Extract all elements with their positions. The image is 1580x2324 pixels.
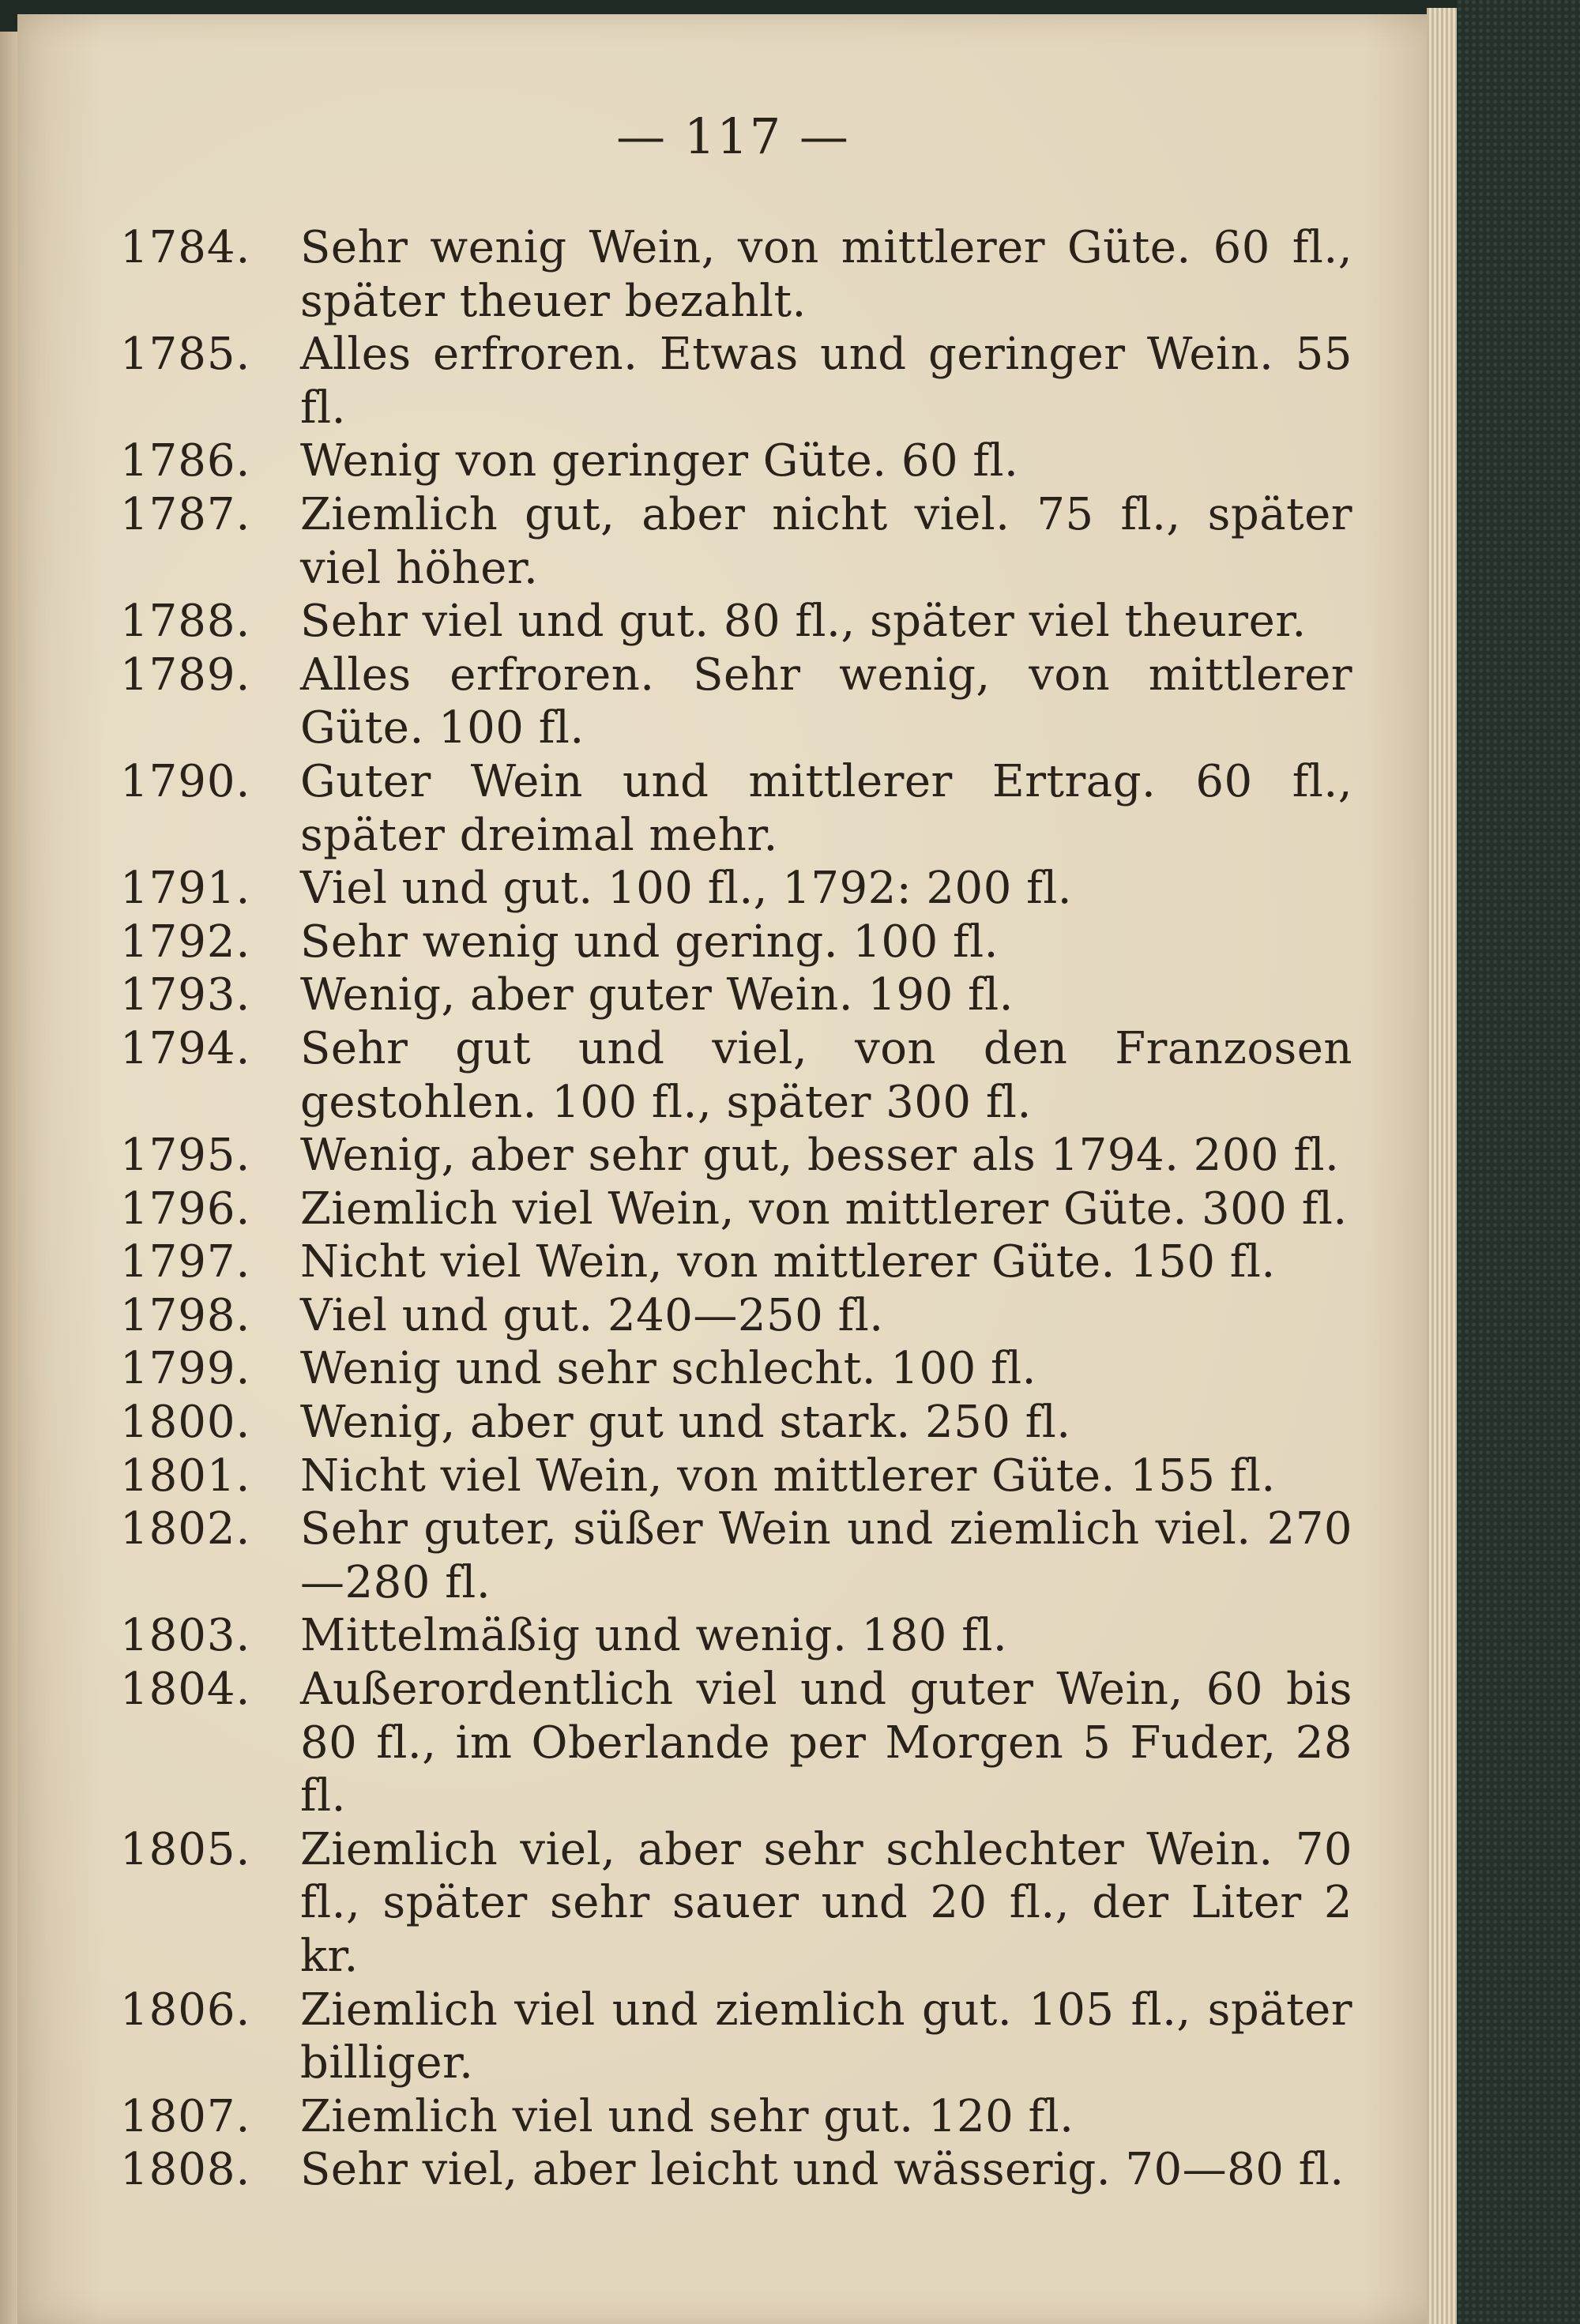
entry-year: 1787.	[120, 488, 251, 540]
list-item	[120, 649, 1352, 755]
list-item	[120, 1022, 1352, 1129]
list-item	[120, 755, 1352, 862]
list-item	[120, 916, 1352, 969]
page-number: — 117 —	[616, 107, 850, 165]
page-stack-edge	[1427, 8, 1457, 2324]
entry-text: Wenig, aber gut und stark. 250 fl.	[300, 1397, 1071, 1449]
entry-text: Sehr viel, aber leicht und wässerig. 70—80 fl.	[300, 2144, 1345, 2196]
list-item	[120, 1289, 1352, 1343]
list-item	[120, 1823, 1352, 1984]
entry-year: 1806.	[120, 1984, 251, 2036]
entry-year: 1795.	[120, 1130, 251, 1182]
wine-chronicle-list	[120, 221, 1352, 2197]
list-item	[120, 1502, 1352, 1609]
entry-year: 1794.	[120, 1022, 251, 1074]
entry-text: Ziemlich viel und sehr gut. 120 fl.	[300, 2090, 1074, 2142]
entry-year: 1808.	[120, 2144, 251, 2196]
list-item	[120, 1609, 1352, 1663]
entry-text: Wenig, aber guter Wein. 190 fl.	[300, 969, 1014, 1021]
entry-year: 1800.	[120, 1397, 251, 1449]
entry-text: Wenig, aber sehr gut, besser als 1794. 200 fl.	[300, 1130, 1340, 1182]
entry-year: 1785.	[120, 329, 251, 381]
entry-year: 1796.	[120, 1183, 251, 1235]
entry-text: Sehr gut und viel, von den Franzosen gestohlen. 100 fl., später 300 fl.	[300, 1022, 1352, 1128]
list-item	[120, 328, 1352, 434]
entry-text: Nicht viel Wein, von mittlerer Güte. 150 fl.	[300, 1236, 1276, 1288]
entry-text: Wenig und sehr schlecht. 100 fl.	[300, 1343, 1036, 1395]
entry-year: 1797.	[120, 1236, 251, 1288]
entry-text: Außerordentlich viel und guter Wein, 60 bis 80 fl., im Oberlande per Morgen 5 Fuder, 28 fl.	[300, 1664, 1352, 1822]
entry-year: 1801.	[120, 1450, 251, 1502]
list-item	[120, 1984, 1352, 2090]
entry-year: 1793.	[120, 969, 251, 1021]
entry-text: Alles erfroren. Etwas und geringer Wein. 55 fl.	[300, 329, 1352, 434]
entry-year: 1792.	[120, 916, 251, 968]
book-cover	[1457, 0, 1580, 2324]
list-item	[120, 221, 1352, 328]
entry-text: Wenig von geringer Güte. 60 fl.	[300, 435, 1019, 487]
entry-year: 1791.	[120, 863, 251, 915]
entry-year: 1803.	[120, 1610, 251, 1662]
entry-year: 1798.	[120, 1289, 251, 1341]
entry-text: Ziemlich viel Wein, von mittlerer Güte. 300 fl.	[300, 1183, 1348, 1235]
entry-text: Sehr guter, süßer Wein und ziemlich viel. 270—280 fl.	[300, 1503, 1352, 1608]
entry-text: Ziemlich viel, aber sehr schlechter Wein. 70 fl., später sehr sauer und 20 fl., der Liter 2 kr.	[300, 1823, 1352, 1982]
list-item	[120, 488, 1352, 595]
entry-text: Guter Wein und mittlerer Ertrag. 60 fl., später dreimal mehr.	[300, 755, 1352, 861]
entry-year: 1788.	[120, 596, 251, 648]
list-item	[120, 1342, 1352, 1396]
list-item	[120, 595, 1352, 649]
list-item	[120, 968, 1352, 1022]
list-item	[120, 1450, 1352, 1503]
entry-year: 1786.	[120, 435, 251, 487]
entry-text: Viel und gut. 240—250 fl.	[300, 1289, 884, 1341]
list-item	[120, 1396, 1352, 1450]
list-item	[120, 1129, 1352, 1183]
book-page	[17, 14, 1449, 2324]
list-item	[120, 862, 1352, 916]
entry-year: 1784.	[120, 222, 251, 273]
entry-text: Viel und gut. 100 fl., 1792: 200 fl.	[300, 863, 1073, 915]
entry-text: Mittelmäßig und wenig. 180 fl.	[300, 1610, 1008, 1662]
list-item	[120, 1183, 1352, 1236]
entry-text: Sehr wenig Wein, von mittlerer Güte. 60 fl., später theuer bezahlt.	[300, 222, 1352, 327]
list-item	[120, 1235, 1352, 1289]
list-item	[120, 2090, 1352, 2144]
entry-year: 1805.	[120, 1823, 251, 1875]
entry-year: 1804.	[120, 1664, 251, 1716]
entry-text: Nicht viel Wein, von mittlerer Güte. 155 fl.	[300, 1450, 1276, 1502]
entry-year: 1799.	[120, 1343, 251, 1395]
entry-year: 1802.	[120, 1503, 251, 1555]
entry-text: Ziemlich gut, aber nicht viel. 75 fl., später viel höher.	[300, 488, 1352, 594]
entry-text: Alles erfroren. Sehr wenig, von mittlerer Güte. 100 fl.	[300, 649, 1352, 754]
list-item	[120, 434, 1352, 488]
entry-year: 1790.	[120, 755, 251, 807]
list-item	[120, 1663, 1352, 1823]
entry-year: 1807.	[120, 2090, 251, 2142]
list-item	[120, 2143, 1352, 2197]
entry-year: 1789.	[120, 649, 251, 701]
entry-text: Sehr viel und gut. 80 fl., später viel theurer.	[300, 596, 1307, 648]
entry-text: Ziemlich viel und ziemlich gut. 105 fl., später billiger.	[300, 1984, 1352, 2089]
entry-text: Sehr wenig und gering. 100 fl.	[300, 916, 999, 968]
